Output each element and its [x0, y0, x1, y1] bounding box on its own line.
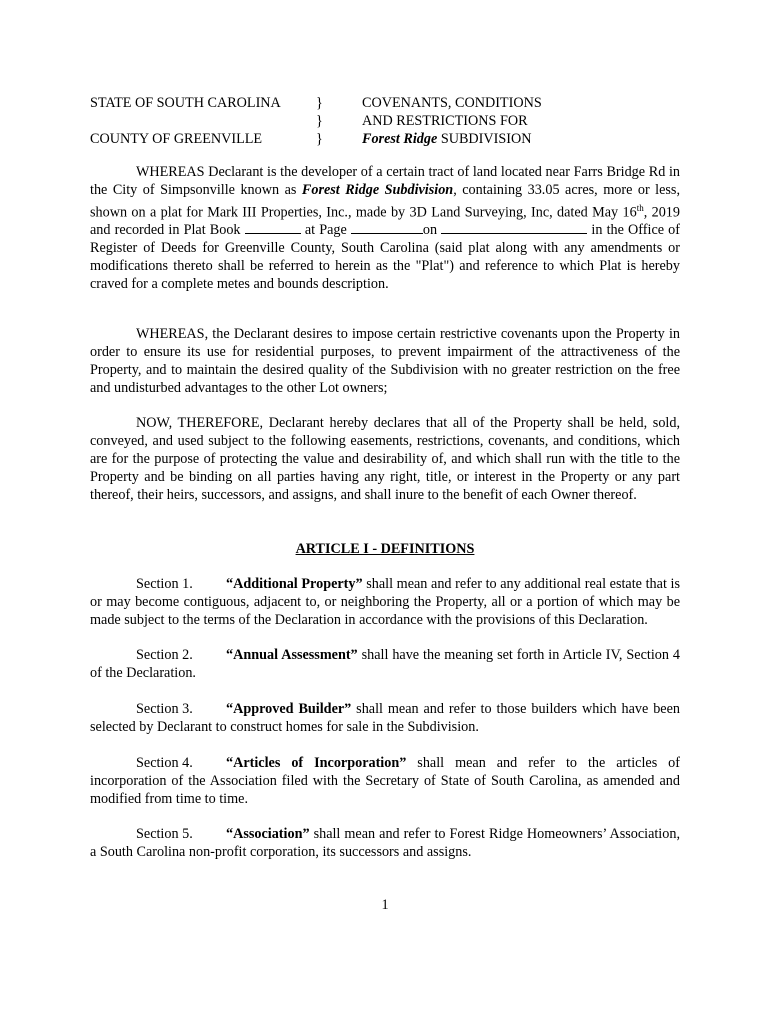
defined-term: “Approved Builder” — [226, 701, 352, 717]
caption-county: COUNTY OF GREENVILLE — [90, 131, 263, 147]
section-text: shall mean and refer to those builders which have been selected by Declarant to construct homes for sale in the Subdivision. — [90, 701, 680, 735]
defined-term: “Association” — [226, 826, 310, 842]
whereas1-text-a: WHEREAS Declarant is the developer of a certain tract of land located near Farrs Bridge Rd in the City of Simpsonville known as — [90, 164, 680, 198]
whereas-paragraph-1 — [90, 164, 680, 294]
section-text: shall mean and refer to any additional real estate that is or may become contiguous, adjacent to, or neighboring the Property, all or a portion of which may be made subject to the terms of the Declaration in accordance with the provisions of this Declaration. — [90, 576, 680, 628]
whereas-paragraph-2: WHEREAS, the Declarant desires to impose certain restrictive covenants upon the Property in order to ensure its use for residential purposes, to prevent impairment of the attractiveness of the Property, and to maintain the desired quality of the Subdivision with no greater restriction on the free and undisturbed advantages to the other Lot owners; — [90, 326, 680, 396]
section-2 — [90, 647, 680, 683]
caption-subdivision-word: SUBDIVISION — [437, 131, 532, 147]
defined-term: “Annual Assessment” — [226, 647, 358, 663]
whereas1-text-f: in the Office of Register of Deeds for Greenville County, South Carolina (said plat along with any amendments or modifications thereto shall be referred to herein as the "Plat") and reference to which Plat is hereby craved for a complete metes and bounds description. — [90, 222, 680, 293]
recording-blank — [441, 222, 587, 234]
whereas1-text-e: on — [422, 222, 438, 239]
section-number: Section 2. — [136, 647, 193, 663]
caption-brace-3: } — [316, 131, 323, 147]
whereas1-text-b: , containing 33.05 acres, more or less, shown on a plat for Mark III Properties, Inc., made by 3D Land Surveying, Inc, dated May 16 — [90, 181, 681, 221]
section-text: shall mean and refer to the articles of incorporation of the Association filed with the Secretary of State of South Carolina, as amended and modified from time to time. — [90, 755, 681, 807]
caption-title-line2: AND RESTRICTIONS FOR — [362, 113, 528, 129]
section-number: Section 3. — [136, 701, 193, 717]
section-text: shall have the meaning set forth in Article IV, Section 4 of the Declaration. — [90, 647, 680, 681]
section-number: Section 5. — [136, 826, 193, 842]
caption-state: STATE OF SOUTH CAROLINA — [90, 95, 281, 111]
caption-title-line1: COVENANTS, CONDITIONS — [362, 95, 542, 111]
section-number: Section 4. — [136, 755, 193, 771]
caption-brace-1: } — [316, 95, 323, 111]
whereas1-sup: th — [636, 202, 644, 213]
section-number: Section 1. — [136, 576, 193, 592]
section-5 — [90, 826, 680, 862]
section-4 — [90, 755, 680, 809]
caption-title-line3 — [362, 130, 531, 148]
caption-subdivision-name: Forest Ridge — [362, 131, 438, 147]
defined-term: “Additional Property” — [226, 576, 363, 592]
article-heading: ARTICLE I - DEFINITIONS — [295, 541, 475, 557]
plat-book-blank — [245, 222, 301, 234]
whereas1-text-c: , 2019 and recorded in Plat Book — [90, 204, 680, 239]
section-text: shall mean and refer to Forest Ridge Homeowners’ Association, a South Carolina non-profit corporation, its successors and assigns. — [90, 826, 680, 860]
whereas1-text-d: at Page — [300, 222, 351, 239]
defined-term: “Articles of Incorporation” — [226, 755, 407, 771]
page-number: 1 — [381, 897, 389, 913]
section-3 — [90, 701, 680, 737]
section-1 — [90, 576, 680, 630]
whereas1-subdivision-name: Forest Ridge Subdivision — [301, 181, 454, 198]
page-blank — [351, 222, 423, 234]
caption-brace-2: } — [316, 113, 323, 129]
now-therefore-paragraph: NOW, THEREFORE, Declarant hereby declares that all of the Property shall be held, sold, conveyed, and used subject to the following easements, restrictions, covenants, and conditions, which are for the purpose of protecting the value and desirability of, and which shall run with the title to the Property and be binding on all parties having any right, title, or interest in the Property or any part thereof, their heirs, successors, and assigns, and shall inure to the benefit of each Owner thereof. — [90, 415, 680, 503]
